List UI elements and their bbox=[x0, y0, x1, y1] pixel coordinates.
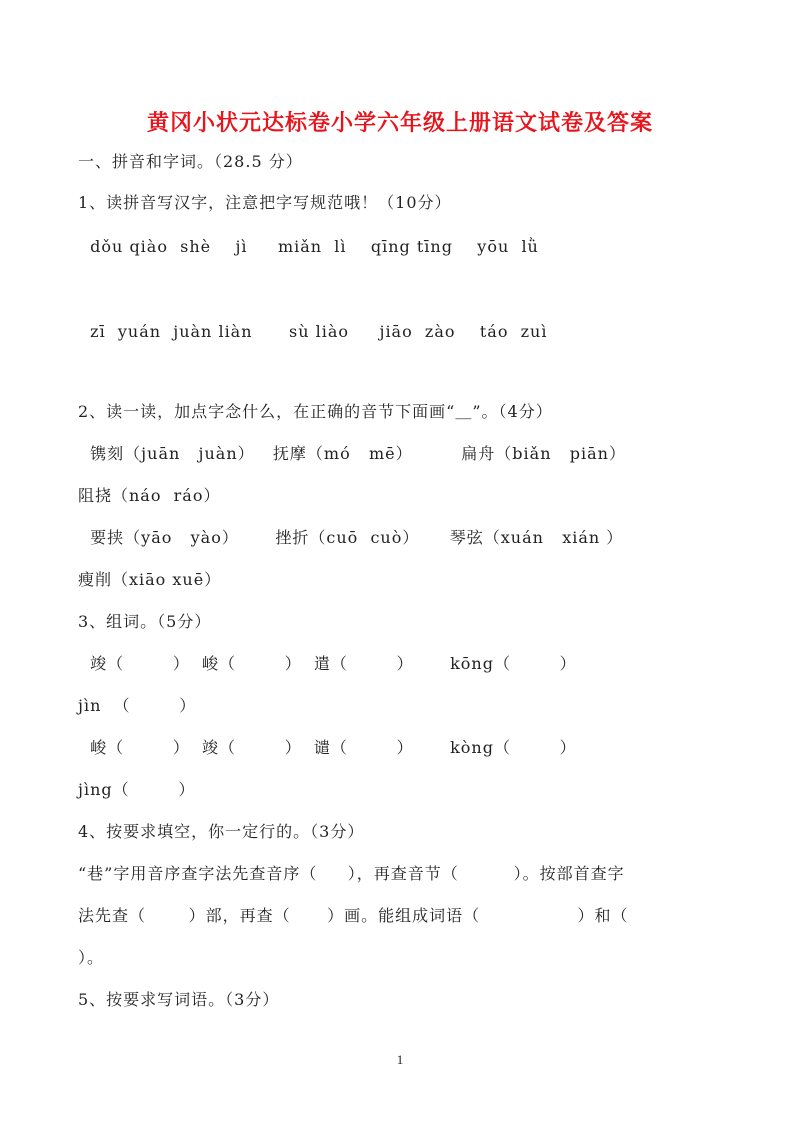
q3-line-3: 峻（ ） 竣（ ） 谴（ ） kòng（ ） bbox=[78, 738, 577, 757]
pinyin-row-1: dǒu qiào shè jì miǎn lì qīng tīng yōu lǜ bbox=[78, 237, 539, 256]
question-1: 1、读拼音写汉字，注意把字写规范哦！（10分） bbox=[78, 193, 452, 212]
q3-line-2: jìn （ ） bbox=[78, 696, 197, 715]
pinyin-row-2: zī yuán juàn liàn sù liào jiāo zào táo zuì bbox=[78, 322, 548, 341]
question-2: 2、读一读，加点字念什么，在正确的音节下面画“＿”。（4分） bbox=[78, 402, 553, 421]
q4-line-3: ）。 bbox=[78, 948, 105, 967]
q4-line-1: “巷”字用音序查字法先查音序（ ），再查音节（ ）。按部首查字 bbox=[78, 864, 625, 883]
q4-line-2: 法先查（ ）部，再查（ ）画。能组成词语（ ）和（ bbox=[78, 906, 629, 925]
question-5: 5、按要求写词语。（3分） bbox=[78, 990, 280, 1009]
question-3: 3、组词。（5分） bbox=[78, 612, 212, 631]
q2-line-1: 镌刻（juān juàn） 抚摩（mó mē） 扁舟（biǎn piān） bbox=[78, 444, 626, 463]
question-4: 4、按要求填空，你一定行的。（3分） bbox=[78, 822, 365, 841]
page-title: 黄冈小状元达标卷小学六年级上册语文试卷及答案 bbox=[146, 110, 653, 136]
q2-line-2: 阻挠（náo ráo） bbox=[78, 486, 221, 505]
q3-line-1: 竣（ ） 峻（ ） 遣（ ） kōng（ ） bbox=[78, 654, 577, 673]
q3-line-4: jìng（ ） bbox=[78, 780, 196, 799]
page-number: 1 bbox=[396, 1052, 404, 1067]
section-heading: 一、拼音和字词。（28.5 分） bbox=[78, 152, 303, 171]
q2-line-4: 瘦削（xiāo xuē） bbox=[78, 570, 222, 589]
q2-line-3: 要挟（yāo yào） 挫折（cuō cuò） 琴弦（xuán xián ） bbox=[78, 528, 624, 547]
